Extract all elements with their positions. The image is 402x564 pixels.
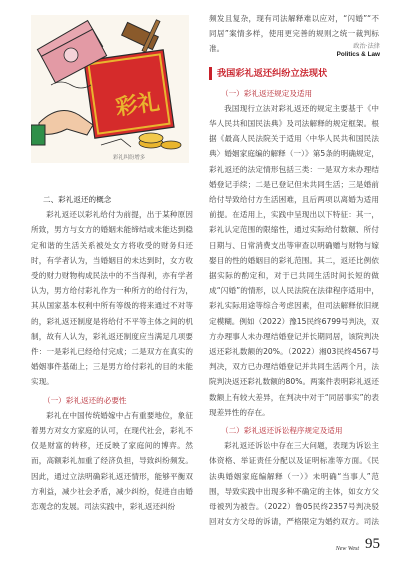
illustration <box>31 15 189 163</box>
paragraph-necessity: 彩礼在中国传统婚嫁中占有重要地位，象征着男方对女方家庭的认可，在现代社会，彩礼不仅是财富的转移，还反映了家庭间的博弈。然而，高额彩礼加重了经济负担，导致纠纷频发。因此，通过立法明确彩礼返还情形，能够平衡双方利益，减少社会矛盾，减少纠纷，促进自由婚恋观念的发展。司法实践中，彩礼返还纠纷 <box>31 410 193 512</box>
section-title: 我国彩礼返还纠纷立法现状 <box>209 67 379 80</box>
heading-necessity: （一）彩礼返还的必要性 <box>43 395 127 405</box>
box-label: 彩礼 <box>114 89 162 121</box>
paragraph-procedure: 彩礼返还诉讼中存在三大问题，表现为诉讼主体资格、举证责任分配以及证明标准等方面。《民法典婚姻家庭编解释（一）》未明确“当事人”范围，导致实践中出现多种不确定的主体，如女方父母被列为被告。（2022）鲁05民终2357号判决驳回对女方父母的诉请，严格限定为婚约双方。司法 <box>209 441 379 527</box>
right-column <box>209 11 379 532</box>
gift-box-icon <box>84 50 174 138</box>
column-title-zh: 政治·法律 <box>353 43 380 50</box>
subheading-procedure: （二）彩礼返还诉讼程序规定及适用 <box>221 426 343 436</box>
page-number: 95 <box>365 536 380 552</box>
page-footer <box>336 537 380 552</box>
paragraph-concept: 彩礼返还以彩礼给付为前提，出于某种原因所致，男方与女方的婚姻未能缔结或未能达到稳定和谐的生活关系被处女方将收受的财务归还时，有学者认为，当婚姻目的未达到时，女方收受的财力财物构成民法中的不当得利，亦有学者认为，男方给付彩礼作为一种所方的给付行为，其从国家基本权利中所有等级的将来通过不对等的，彩礼返还制度是将给付不平等主体之间的机制，故有人认为，彩礼返还制度应当满足几项要件：一是彩礼已经给付完成；二是双方在真实的婚姻事件基础上；三是男方给付彩礼的目的未能实现。 <box>31 210 193 387</box>
heading-concept: 二、彩礼返还的概念 <box>43 195 112 204</box>
bride-price-illustration <box>31 15 189 163</box>
subheading-provisions: （一）彩礼返还规定及适用 <box>221 88 313 98</box>
paragraph-provisions: 我国现行立法对彩礼返还的规定主要基于《中华人民共和国民法典》及司法解释的规定框架。根据《最高人民法院关于适用〈中华人民共和国民法典〉婚姻家庭编的解释（一）》第5条的明确规定，彩礼返还的法定情形包括三类：一是双方未办理结婚登记手续；二是已登记但未共同生活；三是婚前给付导致给付方生活困难，且后两项以离婚为适用前提。在适用上，实践中呈现出以下特征：其一，彩礼认定范围的限缩性，通过实际给付数额、所付日期与、日常消费支出等审查以明确赠与财物与嫁娶目的性的婚姻目的彩礼范围。其二，返还比例依据实际的酌定和，对于已共同生活时间长短的做成“闪婚”的情形，以人民法院在法律程序适用中，彩礼实际用途等综合考虑因素，但司法解释依旧规定模糊。例如（2022）豫15民终6799号判决，双方办理事人未办理结婚登记并长期同居，该院判决返还彩礼数额的20%。（2022）湘03民终4567号判决，双方已办理结婚登记并共同生活两个月，法院判决返还彩礼数额的80%。两案件表明彩礼返还数额上有较大差异，在判决中对于“同居事实”的表现差异性的存在。 <box>209 103 379 417</box>
magazine-brand: New West <box>335 546 359 552</box>
left-column <box>31 15 191 163</box>
column-title-en: Politics & Law <box>336 50 380 58</box>
illustration-caption: 彩礼纠纷增多 <box>112 155 146 161</box>
paragraph-continued: 频发且复杂，现有司法解释难以应对，“闪婚”“不同居”案情多样，使用更完善的规则之统一裁判标准。 <box>209 14 379 54</box>
left-body <box>31 192 193 514</box>
